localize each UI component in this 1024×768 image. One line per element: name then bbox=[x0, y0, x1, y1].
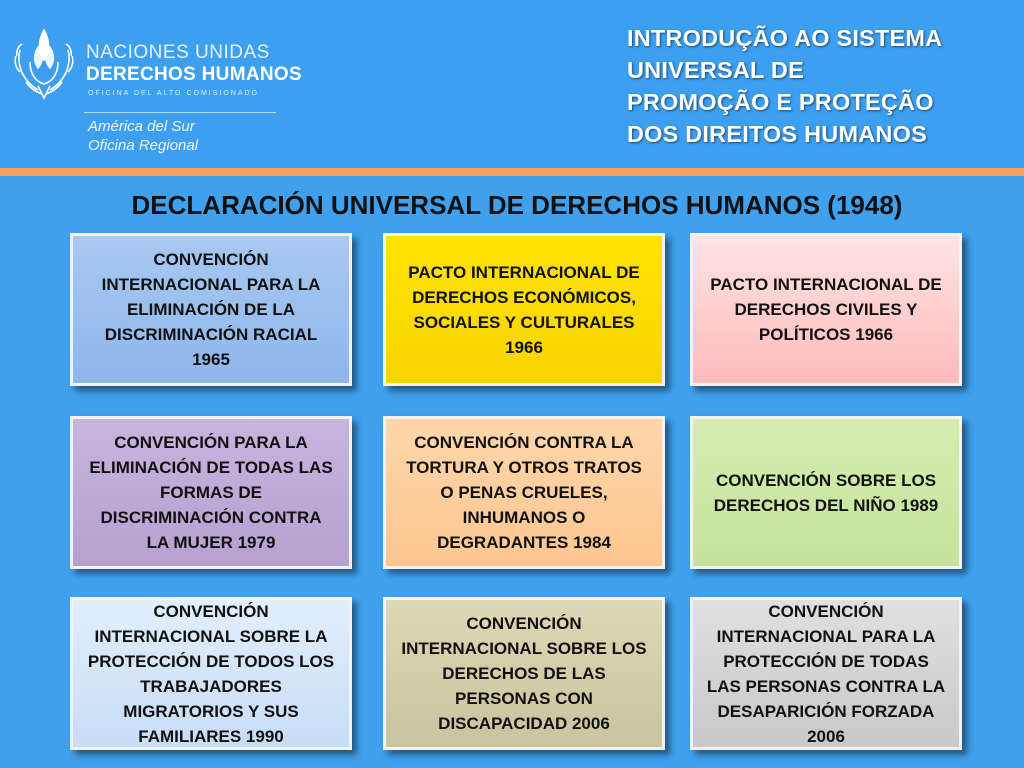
instrument-text-line: TORTURA Y OTROS TRATOS bbox=[406, 458, 642, 477]
instrument-box-migrant-workers bbox=[70, 597, 352, 750]
instrument-text-line: DERECHOS ECONÓMICOS, bbox=[412, 287, 636, 307]
instrument-text-line: CONVENCIÓN PARA LA bbox=[114, 433, 308, 452]
instrument-text-line: DISCAPACIDAD 2006 bbox=[438, 714, 610, 733]
instrument-text-line: INTERNACIONAL PARA LA bbox=[101, 275, 321, 294]
declaration-title: DECLARACIÓN UNIVERSAL DE DERECHOS HUMANOS (1948) bbox=[131, 190, 903, 220]
instrument-text-line: MIGRATORIOS Y SUS bbox=[123, 701, 299, 721]
slide-title-line: DOS DIREITOS HUMANOS bbox=[627, 121, 927, 147]
instrument-text-line: FORMAS DE bbox=[160, 483, 262, 502]
instrument-text-line: INTERNACIONAL SOBRE LA bbox=[94, 626, 328, 646]
instrument-text-line: CONVENCIÓN bbox=[466, 614, 582, 633]
instrument-text-line: DERECHOS CIVILES Y bbox=[734, 300, 918, 319]
instrument-box-women-discrimination bbox=[70, 416, 352, 569]
instrument-text-line: SOCIALES Y CULTURALES bbox=[413, 312, 635, 332]
instrument-text-line: PACTO INTERNACIONAL DE bbox=[710, 275, 942, 294]
instrument-box-racial-discrimination bbox=[70, 233, 352, 386]
instrument-text-line: DISCRIMINACIÓN RACIAL bbox=[104, 325, 318, 344]
instrument-text-line: PROTECCIÓN DE TODAS bbox=[723, 651, 929, 671]
region-line1: América del Sur bbox=[88, 118, 195, 135]
slide-title-line: UNIVERSAL DE bbox=[627, 57, 804, 83]
instrument-box-enforced-disappearance bbox=[690, 597, 962, 750]
instrument-text-line: LAS PERSONAS CONTRA LA bbox=[706, 676, 946, 696]
instrument-text-line: PACTO INTERNACIONAL DE bbox=[408, 262, 640, 282]
instrument-text-line: 1966 bbox=[505, 337, 543, 357]
instrument-text-line: CONVENCIÓN SOBRE LOS bbox=[715, 470, 937, 490]
instrument-text-line: CONVENCIÓN CONTRA LA bbox=[414, 433, 634, 452]
header-divider bbox=[0, 168, 1024, 176]
instrument-text-line: PERSONAS CON bbox=[455, 689, 593, 708]
instrument-text-line: CONVENCIÓN bbox=[153, 601, 269, 621]
instrument-text-line: DESAPARICIÓN FORZADA bbox=[717, 701, 935, 721]
instrument-box-economic-social-cultural-rights bbox=[383, 233, 665, 386]
region-line2: Oficina Regional bbox=[88, 137, 199, 154]
instrument-text-line: TRABAJADORES bbox=[140, 676, 282, 696]
org-name-line1: NACIONES UNIDAS bbox=[86, 42, 270, 63]
slide-title bbox=[627, 22, 1017, 150]
instrument-text-line: INTERNACIONAL PARA LA bbox=[716, 626, 936, 646]
instrument-text-line: DERECHOS DE LAS bbox=[442, 664, 606, 683]
slide-title-line: INTRODUÇÃO AO SISTEMA bbox=[627, 25, 943, 51]
instrument-box-civil-political-rights bbox=[690, 233, 962, 386]
instrument-text-line: ELIMINACIÓN DE LA bbox=[126, 300, 296, 319]
un-emblem-icon bbox=[8, 22, 80, 100]
instrument-text-line: DEGRADANTES 1984 bbox=[437, 533, 611, 552]
instrument-text-line: PROTECCIÓN DE TODOS LOS bbox=[87, 651, 335, 671]
instrument-text-line: FAMILIARES 1990 bbox=[138, 726, 284, 746]
instrument-box-rights-of-child bbox=[690, 416, 962, 569]
instrument-text-line: LA MUJER 1979 bbox=[146, 533, 276, 552]
org-name-line3: OFICINA DEL ALTO COMISIONADO bbox=[88, 90, 260, 97]
org-name-line2: DERECHOS HUMANOS bbox=[86, 64, 302, 85]
instrument-text-line: DERECHOS DEL NIÑO 1989 bbox=[713, 495, 939, 515]
instrument-text-line: ELIMINACIÓN DE TODAS LAS bbox=[89, 458, 333, 477]
instrument-text-line: INTERNACIONAL SOBRE LOS bbox=[401, 639, 647, 658]
instrument-text-line: INHUMANOS O bbox=[462, 508, 586, 527]
instrument-text-line: CONVENCIÓN bbox=[153, 250, 269, 269]
instrument-text-line: POLÍTICOS 1966 bbox=[758, 325, 894, 344]
header bbox=[0, 0, 1024, 168]
instrument-text-line: 2006 bbox=[807, 726, 845, 746]
logo-divider bbox=[84, 112, 276, 113]
un-human-rights-logo bbox=[8, 22, 302, 162]
slide-title-line: PROMOÇÃO E PROTEÇÃO bbox=[627, 89, 934, 115]
instrument-box-torture bbox=[383, 416, 665, 569]
instrument-text-line: 1965 bbox=[192, 350, 230, 369]
instrument-text-line: O PENAS CRUELES, bbox=[440, 483, 608, 502]
instrument-text-line: CONVENCIÓN bbox=[768, 601, 884, 621]
instrument-text-line: DISCRIMINACIÓN CONTRA bbox=[100, 508, 322, 527]
instrument-box-persons-with-disabilities bbox=[383, 597, 665, 750]
